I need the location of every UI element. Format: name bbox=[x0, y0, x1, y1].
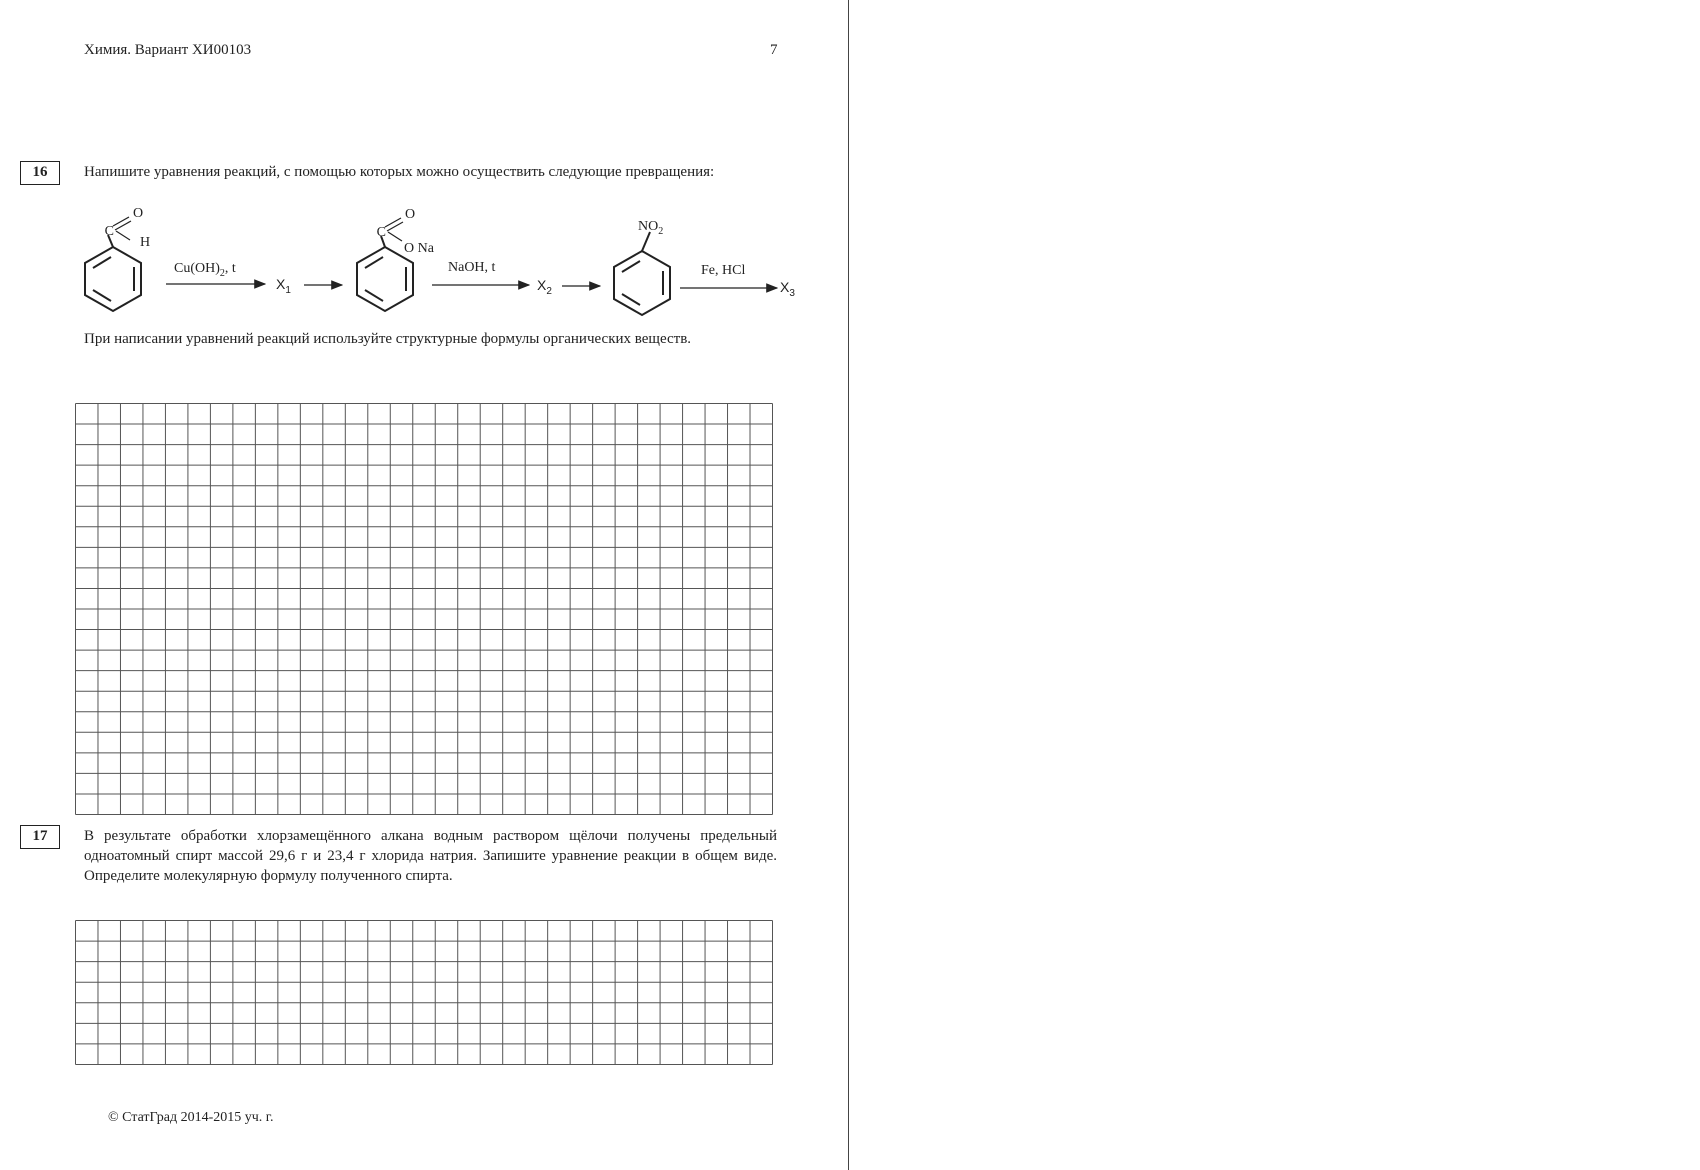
product-x2: $X_2$ bbox=[537, 277, 552, 297]
page-number: 7 bbox=[770, 42, 778, 58]
page-header-title: Химия. Вариант ХИ00103 bbox=[84, 42, 252, 58]
question-17-text: В результате обработки хлорзамещённого алкана водным раствором щёлочи получены предельный одноатомный спирт массой 29,6 г и 23,4 г хлорида натрия. Запишите уравнение реакции в общем виде. Определите молекулярную формулу полученного спирта. bbox=[84, 828, 777, 884]
nitro-group-label: $NO_2$ bbox=[638, 219, 664, 237]
reagent-2-label: NaOH, t bbox=[448, 260, 496, 275]
product-x3: $X_3$ bbox=[780, 279, 795, 299]
exam-page bbox=[0, 0, 848, 1170]
carboxylate-carbon-label: C bbox=[376, 225, 386, 240]
reagent-3-label: Fe, HCl bbox=[701, 263, 746, 278]
nitrobenzene-structure bbox=[614, 219, 670, 315]
question-number-16: 16 bbox=[20, 161, 60, 185]
product-x1: $X_1$ bbox=[276, 276, 291, 296]
page-footer: © СтатГрад 2014-2015 уч. г. bbox=[108, 1110, 274, 1125]
benzaldehyde-structure bbox=[85, 206, 150, 311]
carboxylate-oxygen-label: O bbox=[405, 207, 416, 222]
aldehyde-carbon-label: C bbox=[104, 224, 114, 239]
page-divider bbox=[848, 0, 849, 1170]
question-number-17: 17 bbox=[20, 825, 60, 849]
reagent-1-label: $Cu(OH)_2$, t bbox=[174, 261, 236, 279]
answer-grid-16[interactable] bbox=[75, 403, 774, 816]
question-16-text: Напишите уравнения реакций, с помощью которых можно осуществить следующие превращения: bbox=[84, 164, 715, 180]
aldehyde-hydrogen-label: H bbox=[140, 235, 151, 250]
sodium-benzoate-structure bbox=[357, 207, 435, 311]
aldehyde-oxygen-label: O bbox=[133, 206, 144, 221]
carboxylate-ona-label: O Na bbox=[404, 241, 434, 256]
question-16-note: При написании уравнений реакций используйте структурные формулы органических веществ. bbox=[84, 331, 692, 347]
answer-grid-17[interactable] bbox=[75, 920, 774, 1066]
reaction-scheme bbox=[84, 200, 814, 325]
